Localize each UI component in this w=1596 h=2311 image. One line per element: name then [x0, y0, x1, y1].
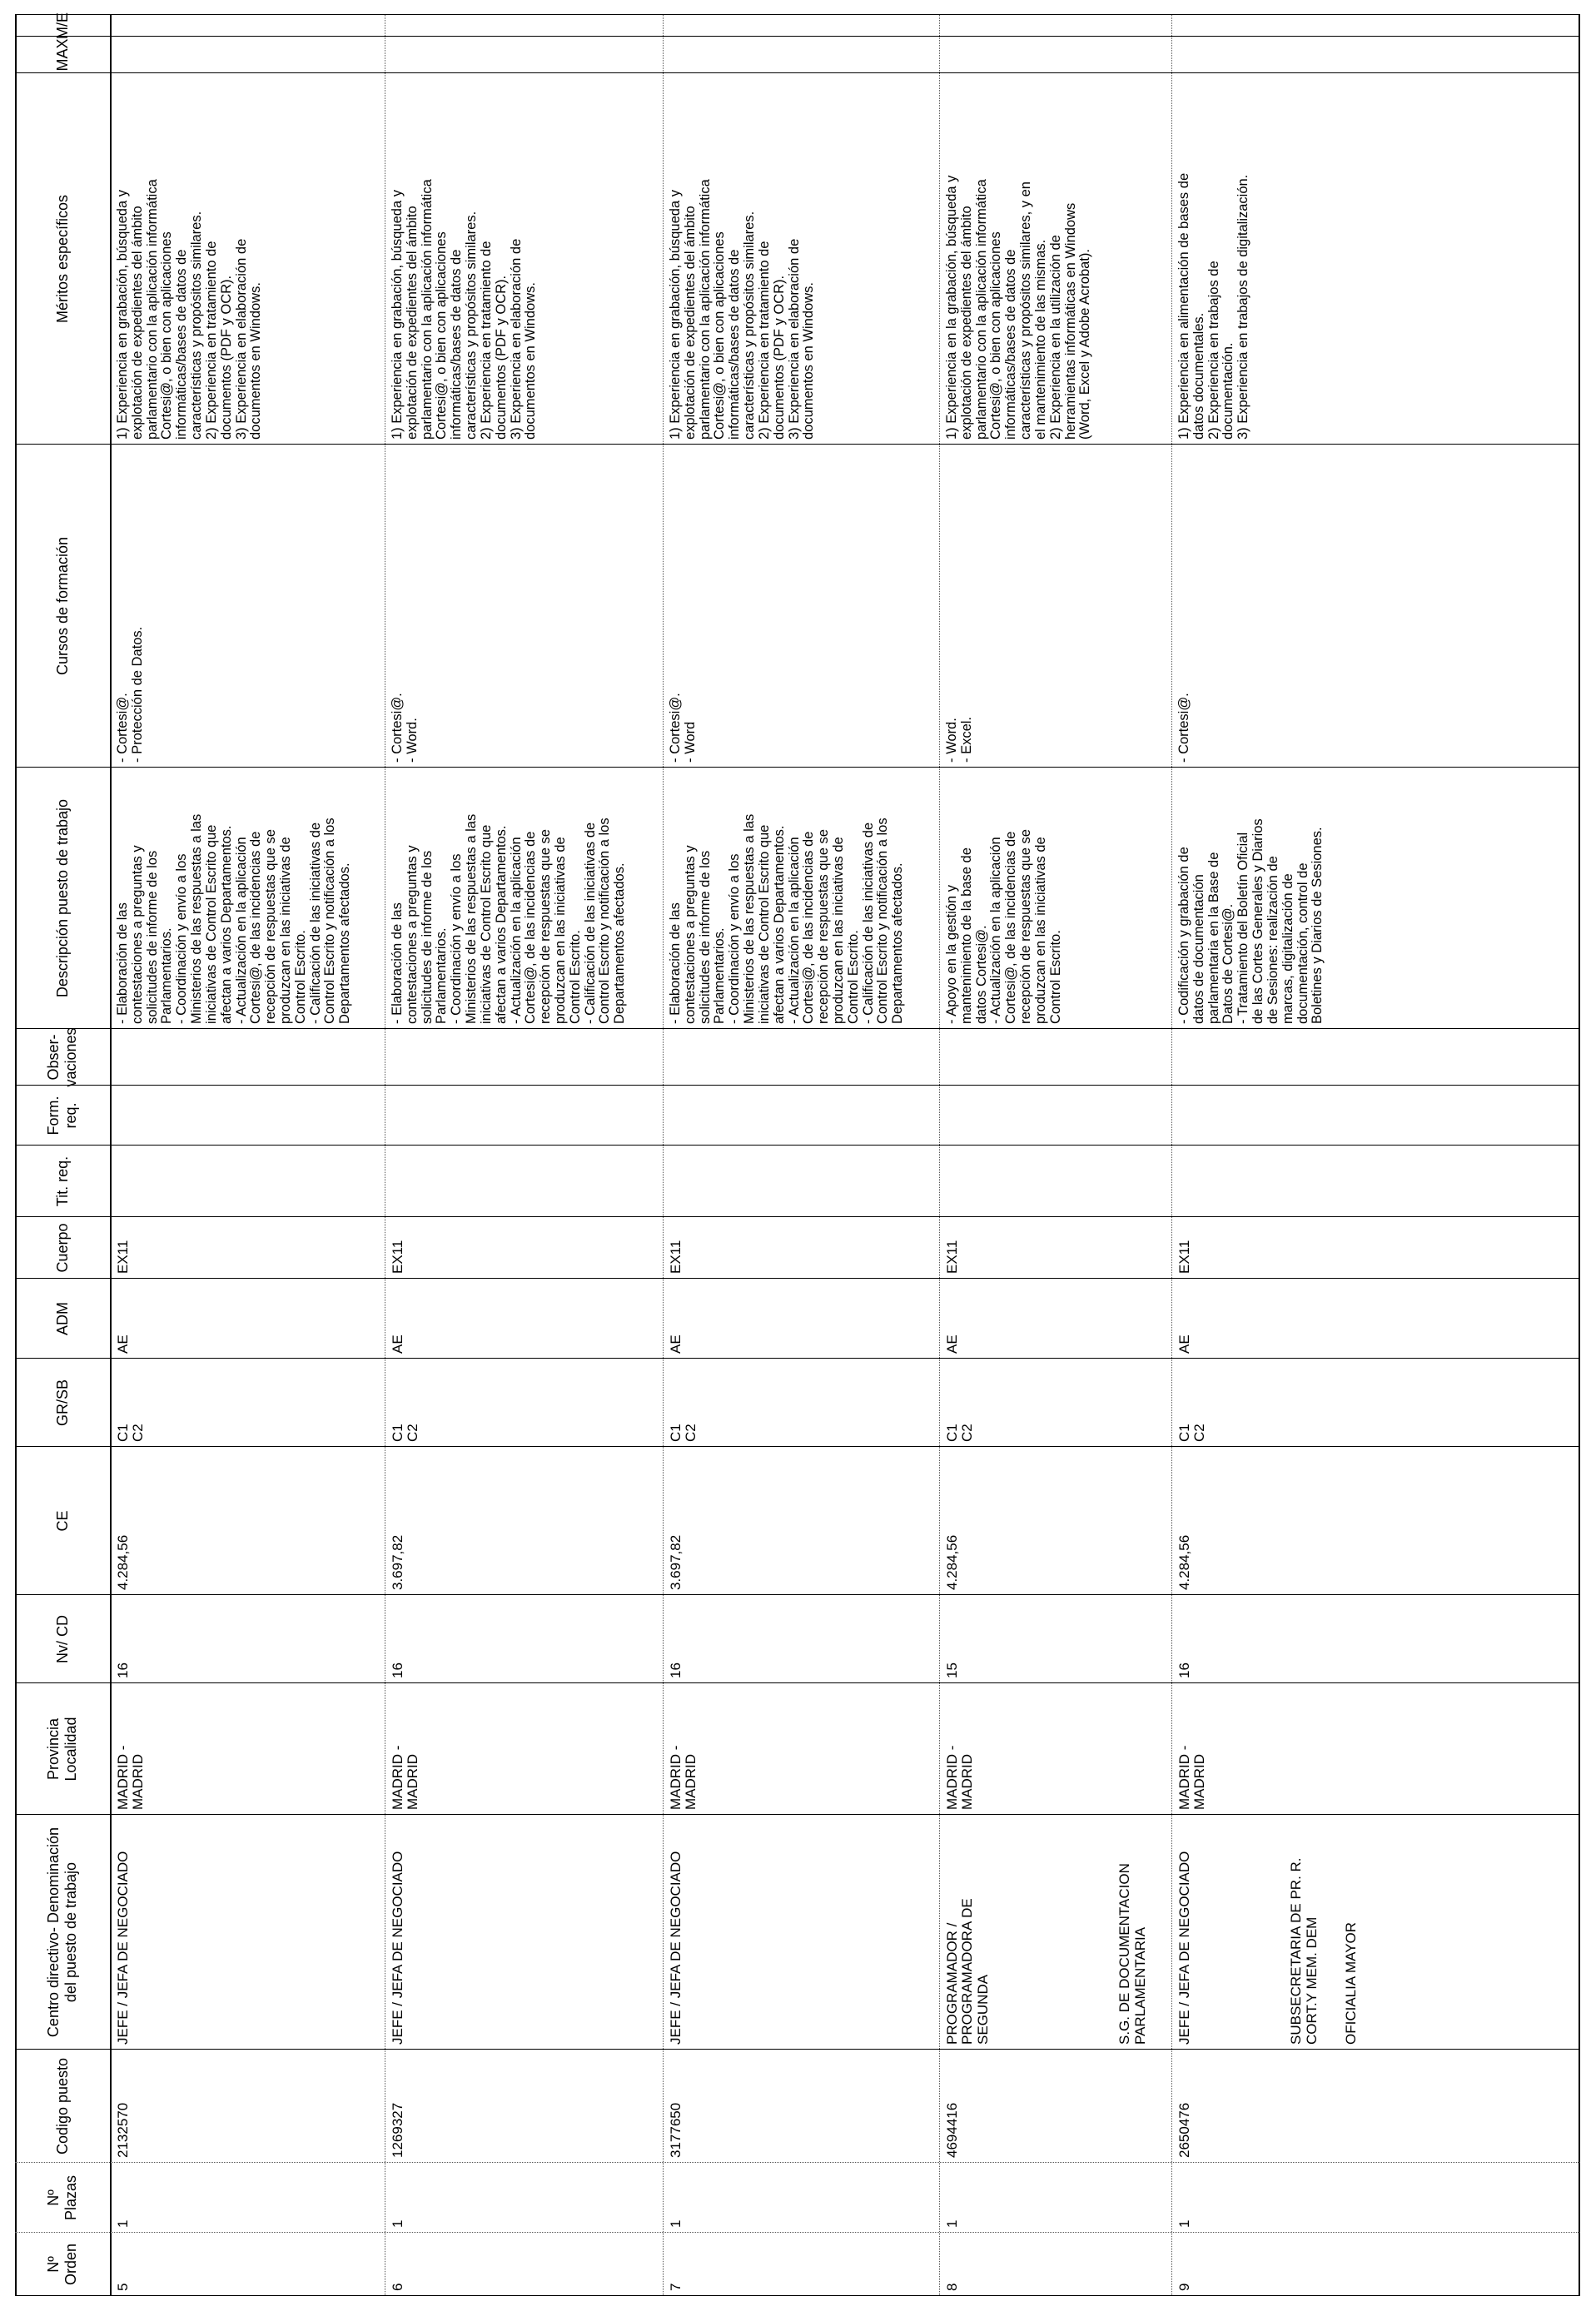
header-me: M/E — [53, 12, 71, 39]
table-cell-descripcion: - Elaboración de las contestaciones a preguntas y solicitudes de informe de los Parlamentarios. - Coordinación y envío a los Ministerios de las respuestas a las iniciativas de Control Escrito que afectan a varios Departamentos. - Actualización en la aplicación Cortesi@, de las incidencias de recepción de respuestas que se produzcan en las iniciativas de Control Escrito. - Calificación de las iniciativas de Control Escrito y notificación a los Departamentos afectados. — [668, 813, 906, 1024]
table-cell-cuerpo: EX11 — [115, 1240, 131, 1274]
table-cell-plazas: 1 — [390, 2219, 405, 2228]
header-form: Form. req. — [45, 1096, 79, 1136]
table-cell-meritos: 1) Experiencia en alimentación de bases de datos documentales. 2) Experiencia en trabajos de documentación. 3) Experiencia en trabajos de digitalización. — [1176, 172, 1251, 440]
table-cell-codigo: 1269327 — [390, 2102, 405, 2158]
table-cell-centro: JEFE / JEFA DE NEGOCIADO — [668, 1851, 684, 2045]
header-codigo: Codigo puesto — [53, 2057, 71, 2155]
table-cell-provincia: MADRID - MADRID — [115, 1745, 147, 1810]
table-cell-plazas: 1 — [668, 2219, 684, 2228]
header-plazas: Nº Plazas — [45, 2174, 79, 2221]
table-cell-provincia: MADRID - MADRID — [944, 1745, 976, 1810]
header-tit: Tit. req. — [53, 1156, 71, 1207]
table-cell-nivel: 15 — [944, 1662, 960, 1678]
table-cell-codigo: 4694416 — [944, 2102, 960, 2158]
header-orden: Nº Orden — [45, 2243, 79, 2286]
table-cell-cursos: - Cortesi@. — [1176, 693, 1191, 763]
table-cell-ce: 3.697,82 — [390, 1534, 405, 1590]
table-cell-ce: 4.284,56 — [944, 1534, 960, 1590]
section-label-subsecretaria: SUBSECRETARIA DE PR. R. CORT.Y MEM. DEM — [1288, 1857, 1320, 2045]
table-cell-cursos: - Cortesi@. - Word — [668, 693, 698, 763]
table-cell-orden: 5 — [115, 2283, 131, 2291]
header-provincia: Provincia Localidad — [45, 1717, 79, 1782]
table-cell-adm: AE — [668, 1334, 684, 1354]
table-cell-descripcion: - Codificación y grabación de datos de documentación parlamentaria en la Base de Datos de Cortesi@. - Tratamiento del Boletín Oficial de las Cortes Generales y Diarios de Sesiones: realización de marcas, digitalización de documentación, control de Boletines y Diarios de Sesiones. — [1176, 818, 1325, 1024]
table-cell-centro: JEFE / JEFA DE NEGOCIADO — [115, 1851, 131, 2045]
table-cell-orden: 6 — [390, 2283, 405, 2291]
table-cell-nivel: 16 — [115, 1662, 131, 1678]
column-border — [15, 14, 1580, 15]
row-separator — [663, 15, 664, 2296]
table-cell-orden: 7 — [668, 2283, 684, 2291]
table-cell-plazas: 1 — [115, 2219, 131, 2228]
table-cell-cursos: - Cortesi@. - Word. — [390, 693, 420, 763]
header-adm: ADM — [53, 1302, 71, 1335]
table-cell-nivel: 16 — [668, 1662, 684, 1678]
header-max: MAX — [53, 38, 71, 72]
table-cell-provincia: MADRID - MADRID — [390, 1745, 421, 1810]
table-cell-cuerpo: EX11 — [668, 1240, 684, 1274]
table-cell-adm: AE — [115, 1334, 131, 1354]
header-grupo: GR/SB — [53, 1379, 71, 1427]
table-cell-grupo: C1 C2 — [390, 1424, 421, 1442]
table-cell-cursos: - Cortesi@. - Protección de Datos. — [115, 626, 145, 763]
header-centro: Centro directivo- Denominación del puesto de trabajo — [45, 1826, 79, 2038]
table-cell-nivel: 16 — [1176, 1662, 1192, 1678]
table-cell-cursos: - Word. - Excel. — [944, 716, 974, 763]
table-cell-meritos: 1) Experiencia en la grabación, búsqueda y explotación de expedientes del ámbito parlamentario con la aplicación informática Cortesi@, o bien con aplicaciones informáticas/bases de datos de características y propósitos similares, y en el mantenimiento de las mismas. 2) Experiencia en la utilización de herramientas informáticas en Windows (Word, Excel y Adobe Acrobat). — [944, 175, 1093, 440]
table-cell-descripcion: - Elaboración de las contestaciones a preguntas y solicitudes de informe de los Parlamentarios. - Coordinación y envío a los Ministerios de las respuestas a las iniciativas de Control Escrito que afectan a varios Departamentos. - Actualización en la aplicación Cortesi@, de las incidencias de recepción de respuestas que se produzcan en las iniciativas de Control Escrito. - Calificación de las iniciativas de Control Escrito y notificación a los Departamentos afectados. — [390, 813, 628, 1024]
table-cell-descripcion: - Elaboración de las contestaciones a preguntas y solicitudes de informe de los Parlamentarios. - Coordinación y envío a los Ministerios de las respuestas a las iniciativas de Control Escrito que afectan a varios Departamentos. - Actualización en la aplicación Cortesi@, de las incidencias de recepción de respuestas que se produzcan en las iniciativas de Control Escrito. - Calificación de las iniciativas de Control Escrito y notificación a los Departamentos afectados. — [115, 813, 353, 1024]
table-cell-codigo: 2132570 — [115, 2102, 131, 2158]
column-border — [15, 1085, 1580, 1086]
table-cell-descripcion: - Apoyo en la gestión y mantenimiento de la base de datos Cortesi@. - Actualización en la aplicación Cortesi@, de las incidencias de recepción de respuestas que se produzcan en las iniciativas de Control Escrito. — [944, 829, 1063, 1024]
header-descripcion: Descripción puesto de trabajo — [53, 798, 71, 998]
section-label-sg-documentacion: S.G. DE DOCUMENTACION PARLAMENTARIA — [1116, 1863, 1148, 2045]
table-cell-grupo: C1 C2 — [1176, 1424, 1208, 1442]
section-label-oficialia: OFICIALIA MAYOR — [1343, 1921, 1359, 2045]
table-cell-provincia: MADRID - MADRID — [668, 1745, 699, 1810]
table-cell-meritos: 1) Experiencia en grabación, búsqueda y explotación de expedientes del ámbito parlamentario con la aplicación informática Cortesi@, o bien con aplicaciones informáticas/bases de datos de características y propósitos similares. 2) Experiencia en tratamiento de documentos (PDF y OCR). 3) Experiencia en elaboración de documentos en Windows. — [115, 179, 264, 440]
header-ce: CE — [53, 1510, 71, 1532]
table-cell-adm: AE — [390, 1334, 405, 1354]
table-cell-meritos: 1) Experiencia en grabación, búsqueda y explotación de expedientes del ámbito parlamentario con la aplicación informática Cortesi@, o bien con aplicaciones informáticas/bases de datos de características y propósitos similares. 2) Experiencia en tratamiento de documentos (PDF y OCR). 3) Experiencia en elaboración de documentos en Windows. — [390, 179, 539, 440]
table-cell-ce: 3.697,82 — [668, 1534, 684, 1590]
table-cell-codigo: 2650476 — [1176, 2102, 1192, 2158]
table-cell-cuerpo: EX11 — [944, 1240, 960, 1274]
header-cuerpo: Cuerpo — [53, 1223, 71, 1273]
positions-table — [15, 12, 1580, 2296]
table-cell-adm: AE — [944, 1334, 960, 1354]
table-cell-codigo: 3177650 — [668, 2102, 684, 2158]
table-cell-nivel: 16 — [390, 1662, 405, 1678]
header-cursos: Cursos de formación — [53, 536, 71, 676]
header-bottom-border — [110, 15, 112, 2296]
column-border — [15, 1145, 1580, 1146]
table-cell-centro: JEFE / JEFA DE NEGOCIADO — [1176, 1851, 1192, 2045]
header-meritos: Méritos específicos — [53, 194, 71, 324]
table-cell-cuerpo: EX11 — [1176, 1240, 1192, 1274]
column-border — [15, 36, 1580, 37]
table-cell-orden: 8 — [944, 2283, 960, 2291]
table-cell-ce: 4.284,56 — [1176, 1534, 1192, 1590]
table-cell-grupo: C1 C2 — [115, 1424, 147, 1442]
table-bottom-border — [1579, 15, 1580, 2296]
table-cell-plazas: 1 — [1176, 2219, 1192, 2228]
row-separator — [939, 15, 940, 2296]
table-cell-adm: AE — [1176, 1334, 1192, 1354]
table-cell-ce: 4.284,56 — [115, 1534, 131, 1590]
header-nivel: Nv/ CD — [53, 1615, 71, 1663]
header-obs: Obser- vaciones — [45, 1027, 79, 1087]
table-cell-meritos: 1) Experiencia en grabación, búsqueda y explotación de expedientes del ámbito parlamentario con la aplicación informática Cortesi@, o bien con aplicaciones informáticas/bases de datos de características y propósitos similares. 2) Experiencia en tratamiento de documentos (PDF y OCR). 3) Experiencia en elaboración de documentos en Windows. — [668, 179, 817, 440]
row-separator — [1171, 15, 1172, 2296]
table-cell-centro: JEFE / JEFA DE NEGOCIADO — [390, 1851, 405, 2045]
table-cell-centro: PROGRAMADOR / PROGRAMADORA DE SEGUNDA — [944, 1898, 991, 2045]
table-cell-cuerpo: EX11 — [390, 1240, 405, 1274]
table-cell-orden: 9 — [1176, 2283, 1192, 2291]
table-cell-grupo: C1 C2 — [944, 1424, 976, 1442]
table-cell-plazas: 1 — [944, 2219, 960, 2228]
table-cell-grupo: C1 C2 — [668, 1424, 699, 1442]
table-cell-provincia: MADRID - MADRID — [1176, 1745, 1208, 1810]
